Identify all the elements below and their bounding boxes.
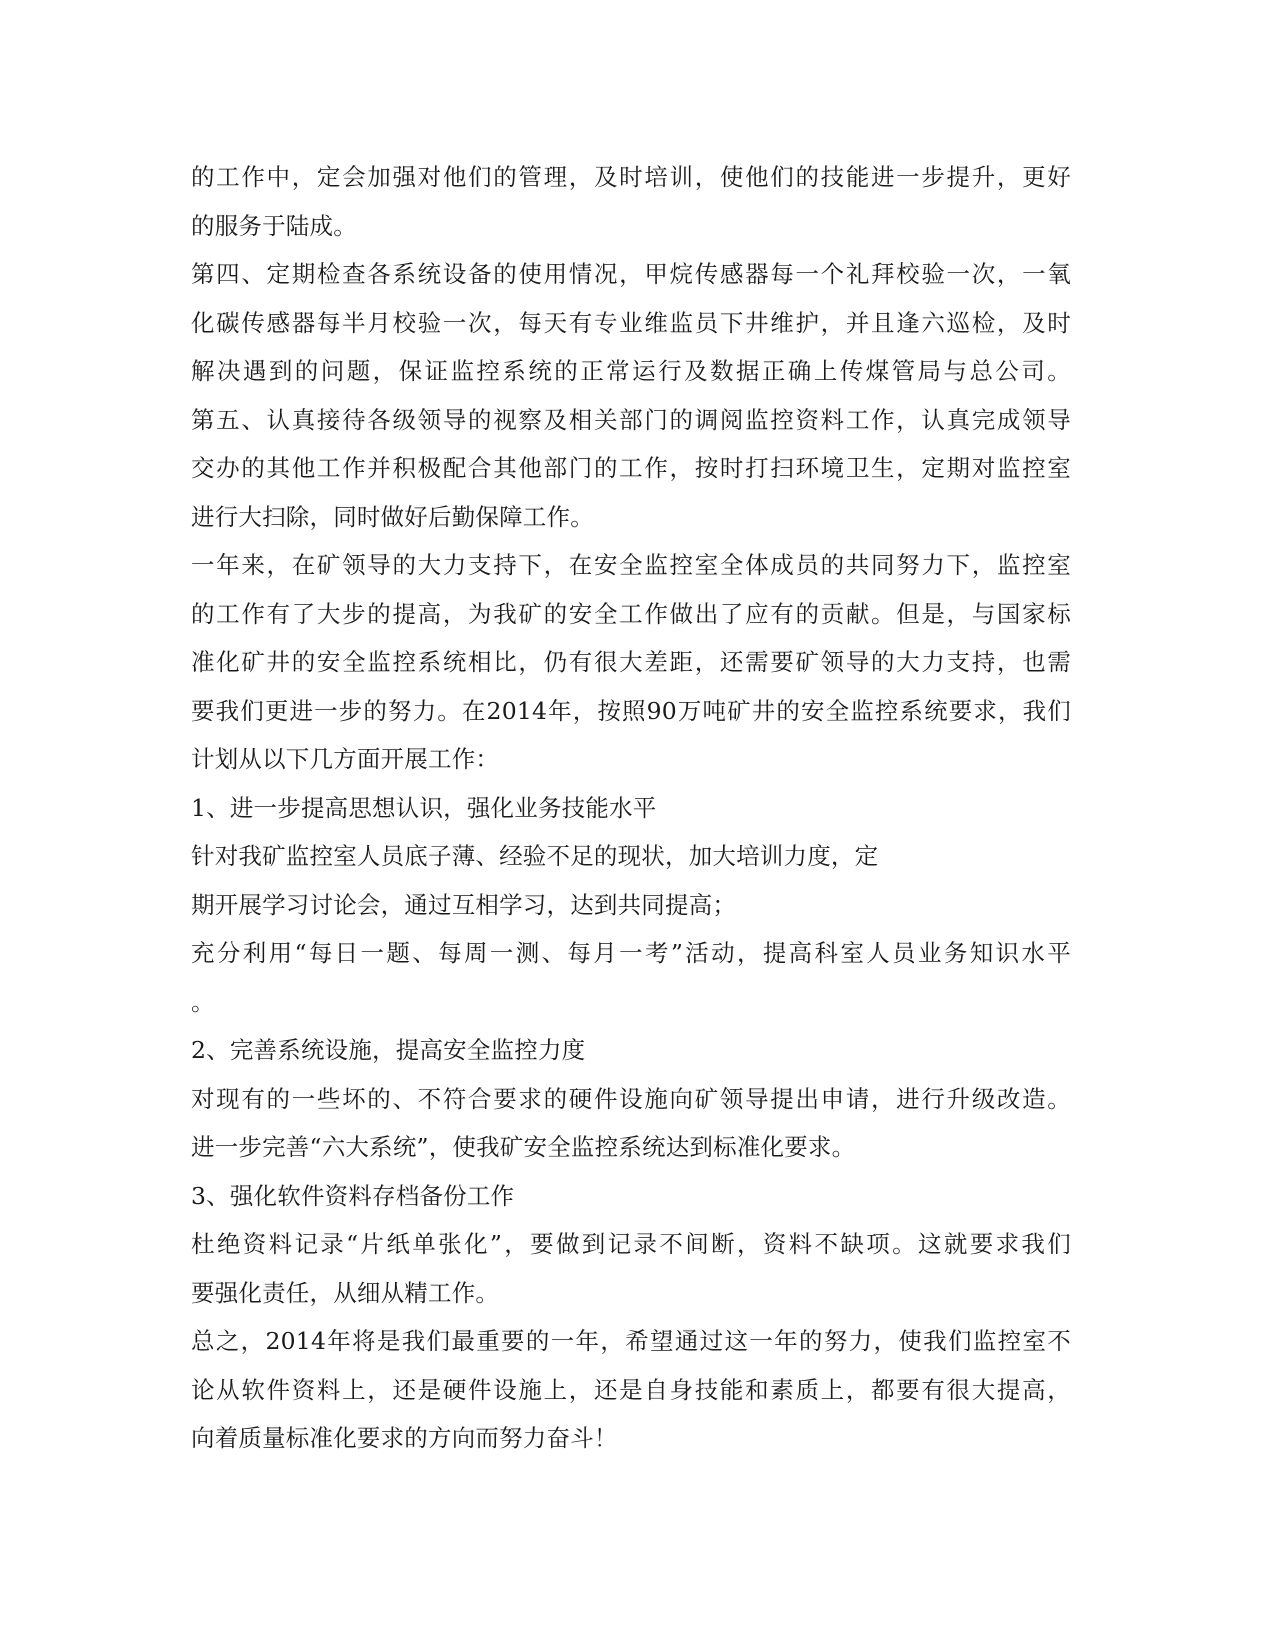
text-line: 总之，2014年将是我们最重要的一年，希望通过这一年的努力，使我们监控室不 xyxy=(191,1327,1071,1355)
text-line: 解决遇到的问题，保证监控系统的正常运行及数据正确上传煤管局与总公司。 xyxy=(191,357,1071,385)
text-line: 一年来，在矿领导的大力支持下，在安全监控室全体成员的共同努力下，监控室 xyxy=(191,551,1071,579)
section-heading: 1、进一步提高思想认识，强化业务技能水平 xyxy=(191,793,657,822)
text-line: 的服务于陆成。 xyxy=(191,211,357,240)
text-line: 计划从以下几方面开展工作： xyxy=(191,745,500,773)
text-line: 要强化责任，从细从精工作。 xyxy=(191,1278,500,1307)
section-heading: 2、完善系统设施，提高安全监控力度 xyxy=(191,1036,586,1064)
text-line: 化碳传感器每半月校验一次，每天有专业维监员下井维护，并且逢六巡检，及时 xyxy=(191,308,1071,337)
text-line: 的工作有了大步的提高，为我矿的安全工作做出了应有的贡献。但是，与国家标 xyxy=(191,599,1071,628)
text-line: 交办的其他工作并积极配合其他部门的工作，按时打扫环境卫生，定期对监控室 xyxy=(191,454,1071,482)
text-line: 要我们更进一步的努力。在2014年，按照90万吨矿井的安全监控系统要求，我们 xyxy=(191,696,1071,725)
section-heading: 3、强化软件资料存档备份工作 xyxy=(191,1181,515,1210)
text-line: 。 xyxy=(191,987,215,1016)
text-line: 第四、定期检查各系统设备的使用情况，甲烷传感器每一个礼拜校验一次，一氧 xyxy=(191,260,1071,288)
text-line: 准化矿井的安全监控系统相比，仍有很大差距，还需要矿领导的大力支持，也需 xyxy=(191,648,1071,676)
text-line: 第五、认真接待各级领导的视察及相关部门的调阅监控资料工作，认真完成领导 xyxy=(191,405,1071,434)
document-body xyxy=(191,153,1071,1463)
text-line: 对现有的一些坏的、不符合要求的硬件设施向矿领导提出申请，进行升级改造。 xyxy=(191,1084,1071,1113)
text-line: 充分利用“每日一题、每周一测、每月一考”活动，提高科室人员业务知识水平 xyxy=(191,939,1071,967)
text-line: 论从软件资料上，还是硬件设施上，还是自身技能和素质上，都要有很大提高， xyxy=(191,1375,1071,1404)
text-line: 进一步完善“六大系统”，使我矿安全监控系统达到标准化要求。 xyxy=(191,1133,856,1161)
text-line: 向着质量标准化要求的方向而努力奋斗！ xyxy=(191,1424,618,1452)
text-line: 杜绝资料记录“片纸单张化”，要做到记录不间断，资料不缺项。这就要求我们 xyxy=(191,1230,1071,1258)
text-line: 的工作中，定会加强对他们的管理，及时培训，使他们的技能进一步提升，更好 xyxy=(191,163,1071,191)
text-line: 针对我矿监控室人员底子薄、经验不足的现状，加大培训力度，定 xyxy=(191,842,879,870)
text-line: 进行大扫除，同时做好后勤保障工作。 xyxy=(191,502,594,531)
text-line: 期开展学习讨论会，通过互相学习，达到共同提高； xyxy=(191,890,737,919)
